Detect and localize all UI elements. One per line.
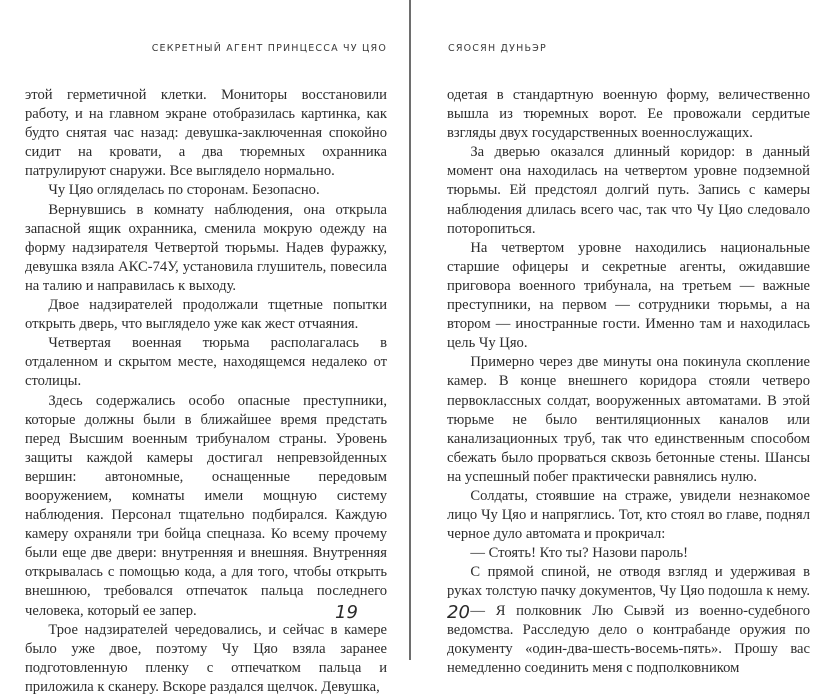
paragraph: одетая в стандартную военную форму, величественно вышла из тюремных ворот. Ее провожали сердитые взгляды двух государственных военнослужащих. — [447, 87, 810, 142]
paragraph: На четвертом уровне находились национальные старшие офицеры и секретные агенты, ожидавшие приговора военного трибунала, на третьем — важные преступники, на первом — сотрудники тюрьмы, а на втором — иностранные гости. Именно там и находилась цель Чу Цяо. — [447, 239, 810, 352]
paragraph: — Я полковник Лю Сывэй из военно-судебного ведомства. Расследую дело о контрабанде оружия по документу «один-два-шесть-восемь-пять». Прошу вас немедленно соединить меня с подполковником — [447, 602, 810, 676]
paragraph: Солдаты, стоявшие на страже, увидели незнакомое лицо Чу Цяо и напряглись. Тот, кто стоял во главе, поднял черное дуло автомата и прокричал: — [447, 487, 810, 543]
right-page-body — [447, 86, 810, 678]
paragraph: Здесь содержались особо опасные преступники, которые должны были в ближайшее время предстать перед Высшим военным трибуналом страны. Уровень защиты каждой камеры достигал непревзойденных вершин: автономные, оснащенные передовым вооружением, комнаты имели мощную систему наблюдения. Персонал тщательно подбирался. Каждую камеру охраняли три бойца спецназа. Ко всему прочему были еще две двери: внутренняя и внешняя. Внутренняя открывалась с помощью кода, а для того, чтобы открыть внешнюю, требовался отпечаток пальца последнего человека, который ее запер. — [25, 392, 387, 619]
paragraph: Примерно через две минуты она покинула скопление камер. В конце внешнего коридора стояли четверо первоклассных солдат, вооруженных автоматами. В этой тюрьме не было вентиляционных каналов или канализационных труб, так что единственным способом сбежать было прорваться сквозь бетонные стены. Шансы на успешный побег практически равнялись нулю. — [447, 354, 810, 485]
right-page — [411, 0, 820, 676]
paragraph: Двое надзирателей продолжали тщетные попытки открыть дверь, что выглядело уже как жест отчаяния. — [25, 297, 387, 333]
running-head-author: СЯОСЯН ДУНЬЭР — [448, 43, 547, 54]
paragraph: Трое надзирателей чередовались, и сейчас в камере было уже двое, поэтому Чу Цяо взяла заранее подготовленную пленку с отпечатком пальца и приложила к сканеру. Вскоре раздался щелчок. Девушка, — [25, 621, 387, 695]
paragraph: Чу Цяо огляделась по сторонам. Безопасно. — [48, 182, 320, 199]
paragraph: Вернувшись в комнату наблюдения, она открыла запасной ящик охранника, сменила мокрую одежду на форму надзирателя Четвертой тюрьмы. Надев фуражку, девушка взяла АКС-74У, установила глушитель, повесила на талию и направилась к выходу. — [25, 201, 387, 294]
left-page — [0, 0, 409, 695]
paragraph: С прямой спиной, не отводя взгляд и удерживая в руках толстую пачку документов, Чу Цяо подошла к нему. — [447, 564, 810, 600]
page-number: 19 — [335, 602, 358, 623]
paragraph: — Стоять! Кто ты? Назови пароль! — [470, 545, 689, 562]
paragraph: Четвертая военная тюрьма располагалась в отдаленном и скрытом месте, находящемся недалеко от столицы. — [25, 335, 387, 390]
paragraph: За дверью оказался длинный коридор: в данный момент она находилась на четвертом уровне подземной тюрьмы. Ей предстоял долгий путь. Запись с камеры наблюдения длилась всего час, так что Чу Цяо следовало поторопиться. — [447, 144, 810, 237]
page-number: 20 — [447, 602, 470, 623]
paragraph: этой герметичной клетки. Мониторы восстановили работу, и на главном экране отобразилась картинка, как будто снятая час назад: девушка-заключенная спокойно сидит на кровати, а два тюремных охранника патрулируют снаружи. Все выглядело нормально. — [25, 87, 387, 180]
left-page-body — [25, 86, 387, 697]
running-head-book-title: СЕКРЕТНЫЙ АГЕНТ ПРИНЦЕССА ЧУ ЦЯО — [151, 43, 387, 54]
